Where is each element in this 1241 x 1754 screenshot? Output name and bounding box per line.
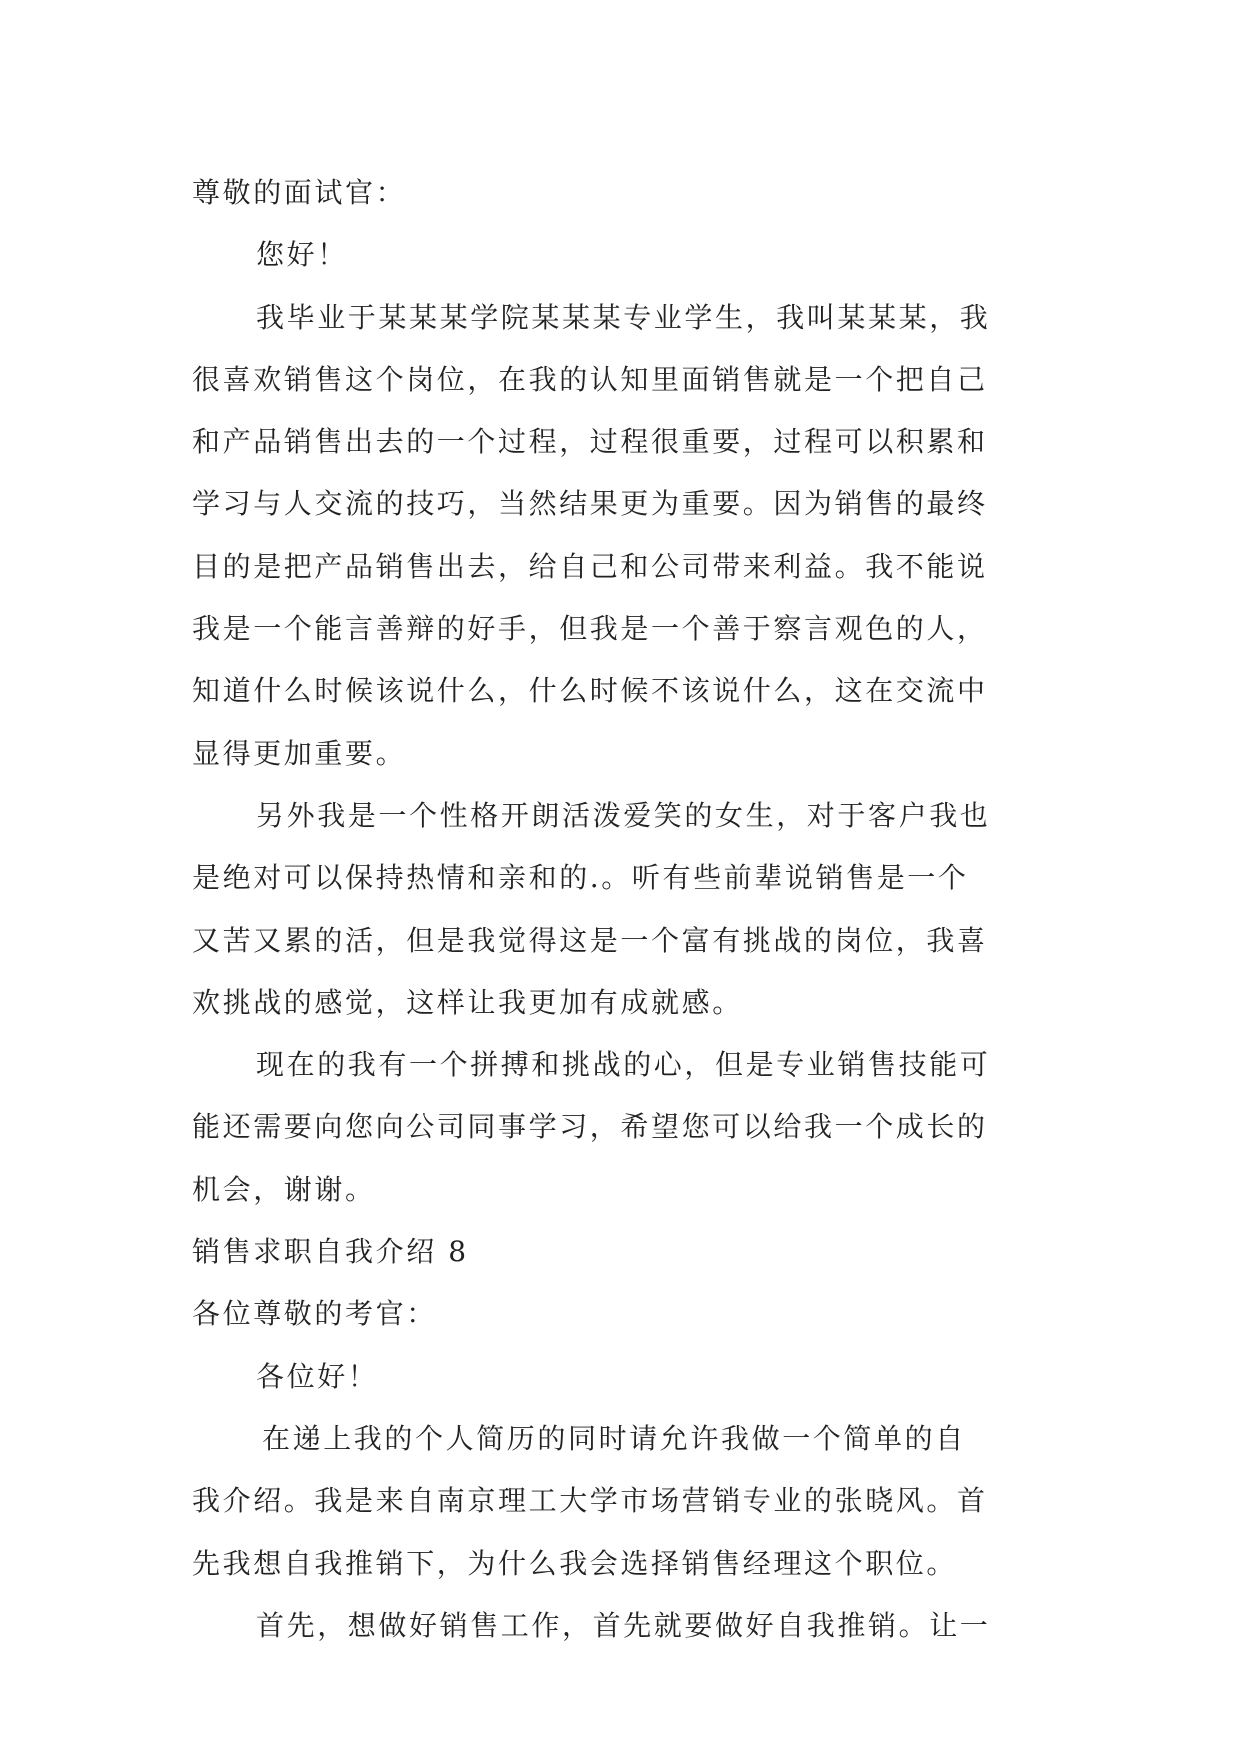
- body-line: 在递上我的个人简历的同时请允许我做一个简单的自: [262, 1421, 966, 1455]
- body-line: 现在的我有一个拼搏和挑战的心，但是专业销售技能可: [256, 1048, 991, 1082]
- body-line: 首先，想做好销售工作，首先就要做好自我推销。让一: [256, 1608, 991, 1642]
- body-line: 我是一个能言善辩的好手，但我是一个善于察言观色的人，: [192, 612, 988, 646]
- greeting-line: 各位好！: [256, 1359, 379, 1393]
- body-line: 目的是把产品销售出去，给自己和公司带来利益。我不能说: [192, 549, 988, 583]
- body-line: 知道什么时候该说什么，什么时候不该说什么，这在交流中: [192, 674, 988, 708]
- body-line: 先我想自我推销下，为什么我会选择销售经理这个职位。: [192, 1546, 958, 1580]
- body-line: 欢挑战的感觉，这样让我更加有成就感。: [192, 985, 743, 1019]
- greeting-line: 您好！: [256, 238, 348, 272]
- body-line: 是绝对可以保持热情和亲和的.。听有些前辈说销售是一个: [192, 861, 969, 895]
- body-line: 能还需要向您向公司同事学习，希望您可以给我一个成长的: [192, 1110, 988, 1144]
- body-line: 我毕业于某某某学院某某某专业学生，我叫某某某，我: [256, 300, 991, 334]
- body-line: 机会，谢谢。: [192, 1172, 376, 1206]
- body-line: 我介绍。我是来自南京理工大学市场营销专业的张晓风。首: [192, 1484, 988, 1518]
- body-line: 又苦又累的活，但是我觉得这是一个富有挑战的岗位，我喜: [192, 923, 988, 957]
- body-line: 学习与人交流的技巧，当然结果更为重要。因为销售的最终: [192, 487, 988, 521]
- section-heading: 销售求职自我介绍 8: [192, 1235, 469, 1269]
- body-line: 和产品销售出去的一个过程，过程很重要，过程可以积累和: [192, 425, 988, 459]
- body-line: 另外我是一个性格开朗活泼爱笑的女生，对于客户我也: [256, 798, 991, 832]
- salutation-line: 各位尊敬的考官：: [192, 1297, 437, 1331]
- body-line: 显得更加重要。: [192, 736, 407, 770]
- body-line: 很喜欢销售这个岗位，在我的认知里面销售就是一个把自己: [192, 362, 988, 396]
- salutation-line: 尊敬的面试官：: [192, 176, 407, 209]
- document-body: [192, 162, 1062, 1657]
